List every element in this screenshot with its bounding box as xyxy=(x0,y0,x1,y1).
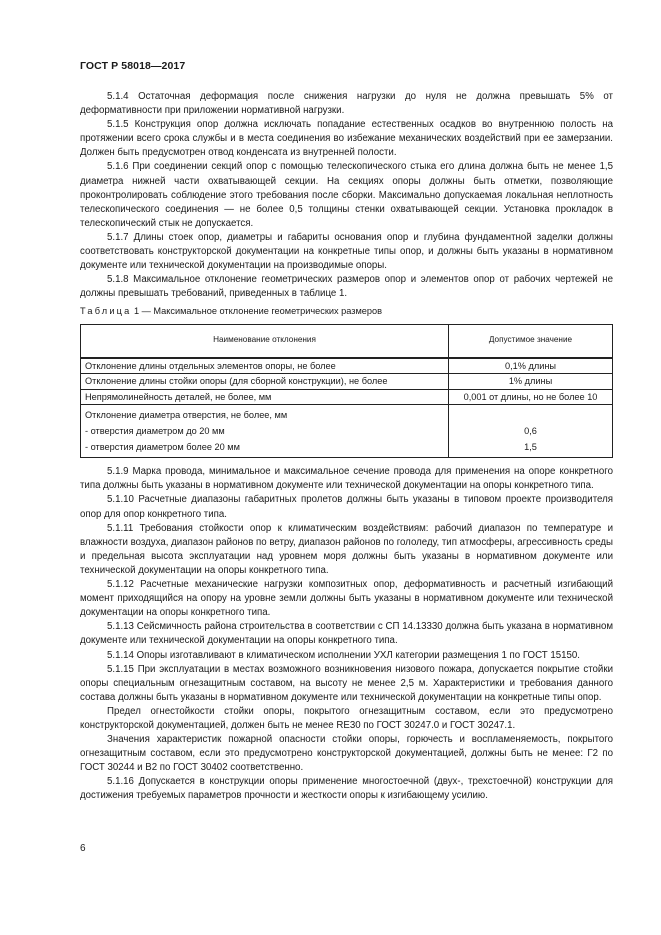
table-header-value: Допустимое значение xyxy=(449,324,613,358)
table-row xyxy=(81,389,613,405)
page-number: 6 xyxy=(80,843,86,854)
paragraph-5-1-13: 5.1.13 Сейсмичность района строительства в соответствии с СП 14.13330 должна быть указана в нормативном документе или технической документации на опоры конкретного типа. xyxy=(80,621,613,647)
table-caption-label: Таблица xyxy=(80,306,132,317)
table-header-name: Наименование отклонения xyxy=(81,324,449,358)
paragraph-fire-hazard: Значения характеристик пожарной опасности стойки опоры, горючесть и воспламеняемость, покрытого огнезащитным составом, если это предусмотрено конструкторской документацией, должны быть не менее: Г2 по ГОСТ 30244 и В2 по ГОСТ 30402 соответственно. xyxy=(80,734,613,774)
paragraph-5-1-16: 5.1.16 Допускается в конструкции опоры применение многостоечной (двух-, трехстоечной) конструкции для достижения требуемых параметров прочности и жесткости опоры к изгибающему усилию. xyxy=(80,776,613,802)
table-cell-value: 1% длины xyxy=(449,374,613,390)
paragraph-5-1-14: 5.1.14 Опоры изготавливают в климатическом исполнении УХЛ категории размещения 1 по ГОСТ 15150. xyxy=(107,649,580,661)
deviation-table xyxy=(80,324,613,459)
paragraph-5-1-9: 5.1.9 Марка провода, минимальное и максимальное сечение провода для применения на опоре конкретного типа должны быть указаны в нормативном документе или технической документации на опоры конкретного типа. xyxy=(80,466,613,492)
paragraph-5-1-15: 5.1.15 При эксплуатации в местах возможного возникновения низового пожара, допускается покрытие стойки опоры специальным огнезащитным составом, на высоту не менее 2,5 м. Характеристики и требования данного состава должны быть указаны в нормативном документе или технической документации на конкретные типы опор. xyxy=(80,663,613,703)
table-cell-name: Отклонение длины отдельных элементов опоры, не более xyxy=(81,358,449,374)
table-row-diameter xyxy=(81,405,613,458)
table-cell-value: 0,001 от длины, но не более 10 xyxy=(449,389,613,405)
paragraph-fire-resistance: Предел огнестойкости стойки опоры, покрытого огнезащитным составом, если это предусмотрено конструкторской документацией, должен быть не менее RE30 по ГОСТ 30247.0 и ГОСТ 30247.1. xyxy=(80,705,613,731)
table-cell-value xyxy=(449,405,613,458)
table-caption-text: 1 — Максимальное отклонение геометрических размеров xyxy=(131,306,382,317)
paragraph-5-1-10: 5.1.10 Расчетные диапазоны габаритных пролетов должны быть указаны в типовом проекте производителя опор для опор конкретного типа. xyxy=(80,494,613,520)
diameter-value-1: 0,6 xyxy=(524,426,537,437)
paragraph-5-1-4: 5.1.4 Остаточная деформация после снижения нагрузки до нуля не должна превышать 5% от деформативности при приложении нормативной нагрузки. xyxy=(80,91,613,117)
table-cell-value: 0,1% длины xyxy=(449,358,613,374)
table-row xyxy=(81,358,613,374)
table-header-row xyxy=(81,324,613,358)
document-body xyxy=(80,90,613,804)
table-cell-name: Непрямолинейность деталей, не более, мм xyxy=(81,389,449,405)
paragraph-5-1-8: 5.1.8 Максимальное отклонение геометрических размеров опор и элементов опор от рабочих чертежей не должны превышать требований, приведенных в таблице 1. xyxy=(80,274,613,300)
table-cell-name xyxy=(81,405,449,458)
diameter-value-2: 1,5 xyxy=(524,442,537,453)
document-header: ГОСТ Р 58018—2017 xyxy=(80,60,186,72)
paragraph-5-1-7: 5.1.7 Длины стоек опор, диаметры и габариты основания опор и глубина фундаментной заделки должны соответствовать конструкторской документации на конкретные типы опор, и должны быть указаны в нормативном документе или технической документации на производимые опоры. xyxy=(80,231,613,272)
paragraph-5-1-11: 5.1.11 Требования стойкости опор к климатическим воздействиям: рабочий диапазон по температуре и влажности воздуха, диапазон районов по ветру, диапазон районов по гололеду, тип атмосферы, агрессивность среды и предельная высота эксплуатации над уровнем моря должны быть указаны в нормативном документе или технической документации на опоры конкретного типа. xyxy=(80,522,613,576)
paragraph-5-1-12: 5.1.12 Расчетные механические нагрузки композитных опор, деформативность и расчетный изгибающий момент приходящийся на опору на уровне земли должны быть указаны в нормативном документе или технической документации на опоры конкретного типа. xyxy=(80,579,613,619)
diameter-title: Отклонение диаметра отверстия, не более, мм xyxy=(85,410,288,421)
table-caption xyxy=(80,304,613,318)
paragraph-5-1-6: 5.1.6 При соединении секций опор с помощью телескопического стыка его длина должна быть не менее 1,5 диаметра нижней части охватывающей секции. На секциях опоры должны быть отметки, позволяющие проконтролировать соблюдение этого требования после сборки. Максимально допускаемая локальная неплотность телескопического соединения — не более 0,5 толщины стенки охватывающей секции. Установка прокладок в телескопический стык не допускается. xyxy=(80,161,613,229)
paragraph-5-1-5: 5.1.5 Конструкция опор должна исключать попадание естественных осадков во внутреннюю полость на протяжении всего срока службы и в места соединения во избежание механических воздействий при ее замерзании. Должен быть предусмотрен отвод конденсата из внутренней полости. xyxy=(80,119,613,159)
table-row xyxy=(81,374,613,390)
diameter-line-1: - отверстия диаметром до 20 мм xyxy=(85,426,225,437)
table-cell-name: Отклонение длины стойки опоры (для сборной конструкции), не более xyxy=(81,374,449,390)
diameter-line-2: - отверстия диаметром более 20 мм xyxy=(85,442,240,453)
